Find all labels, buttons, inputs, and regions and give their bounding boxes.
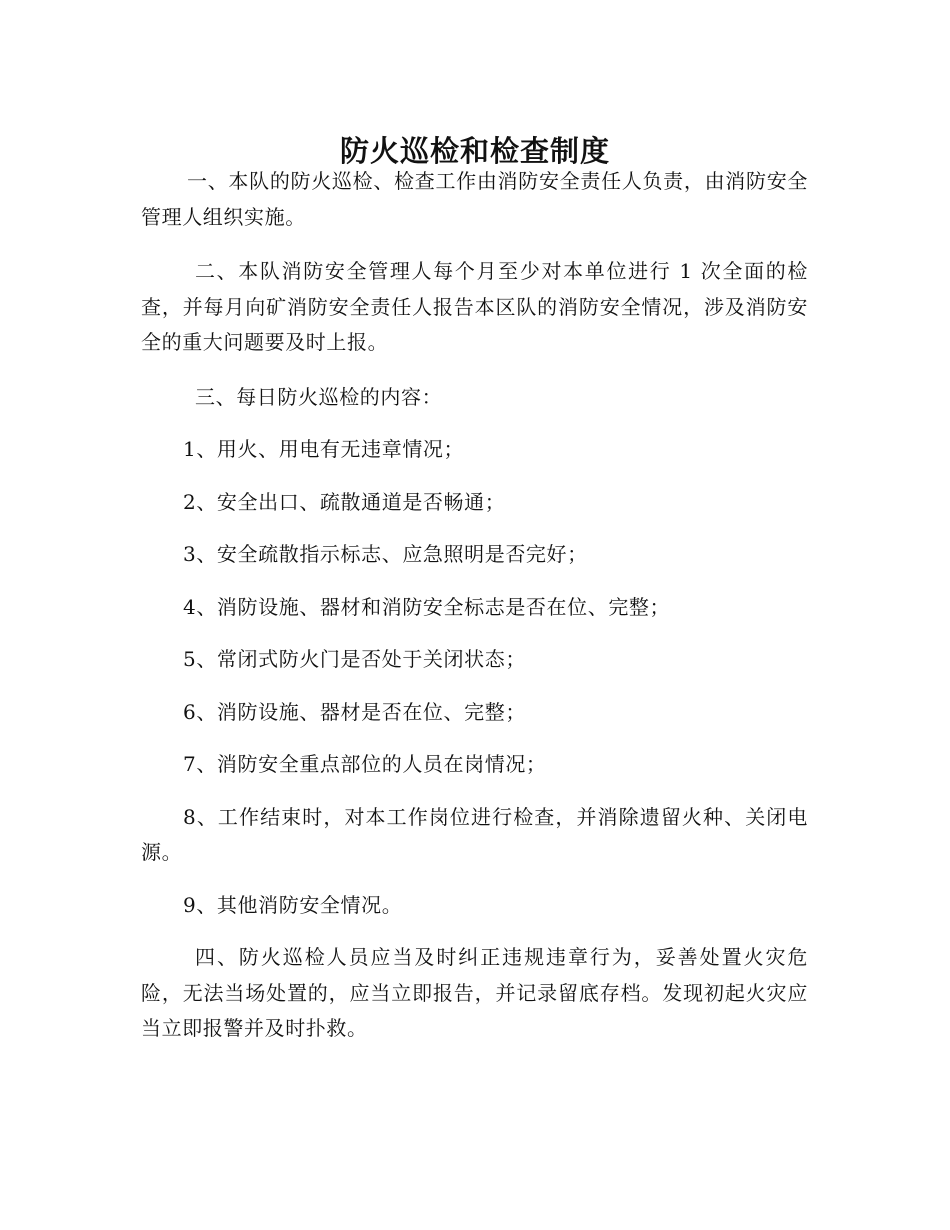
- list-item-4: 4、消防设施、器材和消防安全标志是否在位、完整；: [183, 594, 671, 619]
- paragraph-1: 一、本队的防火巡检、检查工作由消防安全责任人负责，由消防安全管理人组织实施。: [141, 169, 808, 229]
- paragraph-2: 二、本队消防安全管理人每个月至少对本单位进行 1 次全面的检查，并每月向矿消防安全责任人报告本区队的消防安全情况，涉及消防安全的重大问题要及时上报。: [141, 259, 808, 354]
- list-item-9: 9、其他消防安全情况。: [183, 892, 403, 917]
- list-item-2: 2、安全出口、疏散通道是否畅通；: [183, 489, 506, 514]
- list-item-7: 7、消防安全重点部位的人员在岗情况；: [183, 752, 547, 776]
- list-item-3: 3、安全疏散指示标志、应急照明是否完好；: [183, 542, 588, 566]
- list-item-5: 5、常闭式防火门是否处于关闭状态；: [183, 647, 526, 671]
- list-item-6: 6、消防设施、器材是否在位、完整；: [183, 699, 526, 724]
- document-title: 防火巡检和检查制度: [339, 134, 610, 169]
- document-body: [141, 164, 808, 1047]
- paragraph-3: 三、每日防火巡检的内容：: [195, 384, 443, 409]
- list-item-8: 8、工作结束时，对本工作岗位进行检查，并消除遗留火种、关闭电源。: [141, 804, 808, 864]
- list-item-1: 1、用火、用电有无违章情况；: [183, 437, 465, 461]
- paragraph-4: 四、防火巡检人员应当及时纠正违规违章行为，妥善处置火灾危险，无法当场处置的，应当立即报告，并记录留底存档。发现初起火灾应当立即报警并及时扑救。: [141, 945, 808, 1040]
